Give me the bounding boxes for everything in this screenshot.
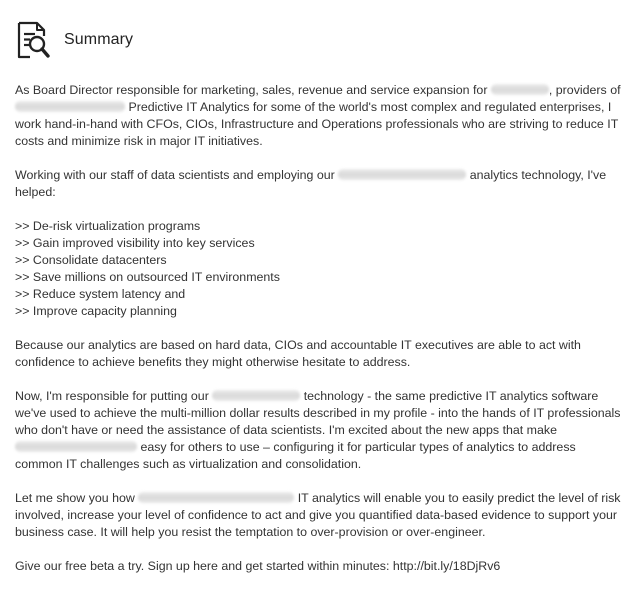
text-segment: Predictive IT Analytics for some of the world's most complex and regulated enterprises, I work hand-in-hand with CFOs, CIOs, Infrastructure and Operations professionals who are striving to reduce IT costs and minimize risk in major IT initiatives. — [15, 100, 619, 148]
summary-header — [16, 20, 133, 60]
list-item: >> De-risk virtualization programs — [15, 219, 201, 233]
text-segment: Now, I'm responsible for putting our — [15, 389, 213, 403]
list-item: >> Save millions on outsourced IT environments — [15, 270, 280, 284]
intro-paragraph — [15, 82, 623, 150]
text-segment: Give our free beta a try. Sign up here and get started within minutes: — [15, 559, 393, 573]
text-segment: Working with our staff of data scientists and employing our — [15, 168, 339, 182]
text-segment: easy for others to use – configuring it for particular types of analytics to address common IT challenges such as virtualization and consolidation. — [15, 440, 576, 471]
summary-content — [15, 82, 623, 592]
redacted-technology-name — [338, 169, 466, 180]
achievement-list — [15, 218, 623, 320]
text-segment: , providers of — [548, 83, 621, 97]
redacted-product-name — [15, 101, 125, 112]
list-item: >> Improve capacity planning — [15, 304, 177, 318]
redacted-technology-name — [212, 390, 300, 401]
redacted-company-name — [491, 84, 549, 95]
document-search-icon — [16, 21, 50, 59]
call-to-action-paragraph — [15, 558, 623, 575]
redacted-product-name — [15, 441, 137, 452]
redacted-product-name — [138, 492, 294, 503]
text-segment: IT analytics will enable you to easily predict the level of risk involved, increase your level of confidence to act and give you quantified data-based evidence to support your business case. It will help you resist the temptation to over-provision or over-engineer. — [15, 491, 621, 539]
beta-signup-link[interactable]: http://bit.ly/18DjRv6 — [392, 559, 501, 573]
list-item: >> Gain improved visibility into key services — [15, 236, 255, 250]
show-you-paragraph — [15, 490, 623, 541]
list-item: >> Reduce system latency and — [15, 287, 186, 301]
text-segment: analytics technology, I've helped: — [15, 168, 607, 199]
page-title: Summary — [64, 31, 134, 48]
text-segment: As Board Director responsible for marketing, sales, revenue and service expansion for — [15, 83, 491, 97]
text-segment: Let me show you how — [15, 491, 139, 505]
text-segment: technology - the same predictive IT analytics software we've used to achieve the multi-million dollar results described in my profile - into the hands of IT professionals who don't have or need the assistance of data scientists. I'm excited about the new apps that make — [15, 389, 621, 437]
helped-paragraph — [15, 167, 623, 201]
analytics-paragraph: Because our analytics are based on hard data, CIOs and accountable IT executives are able to act with confidence to achieve benefits they might otherwise hesitate to address. — [15, 338, 581, 369]
list-item: >> Consolidate datacenters — [15, 253, 167, 267]
responsibility-paragraph — [15, 388, 623, 473]
